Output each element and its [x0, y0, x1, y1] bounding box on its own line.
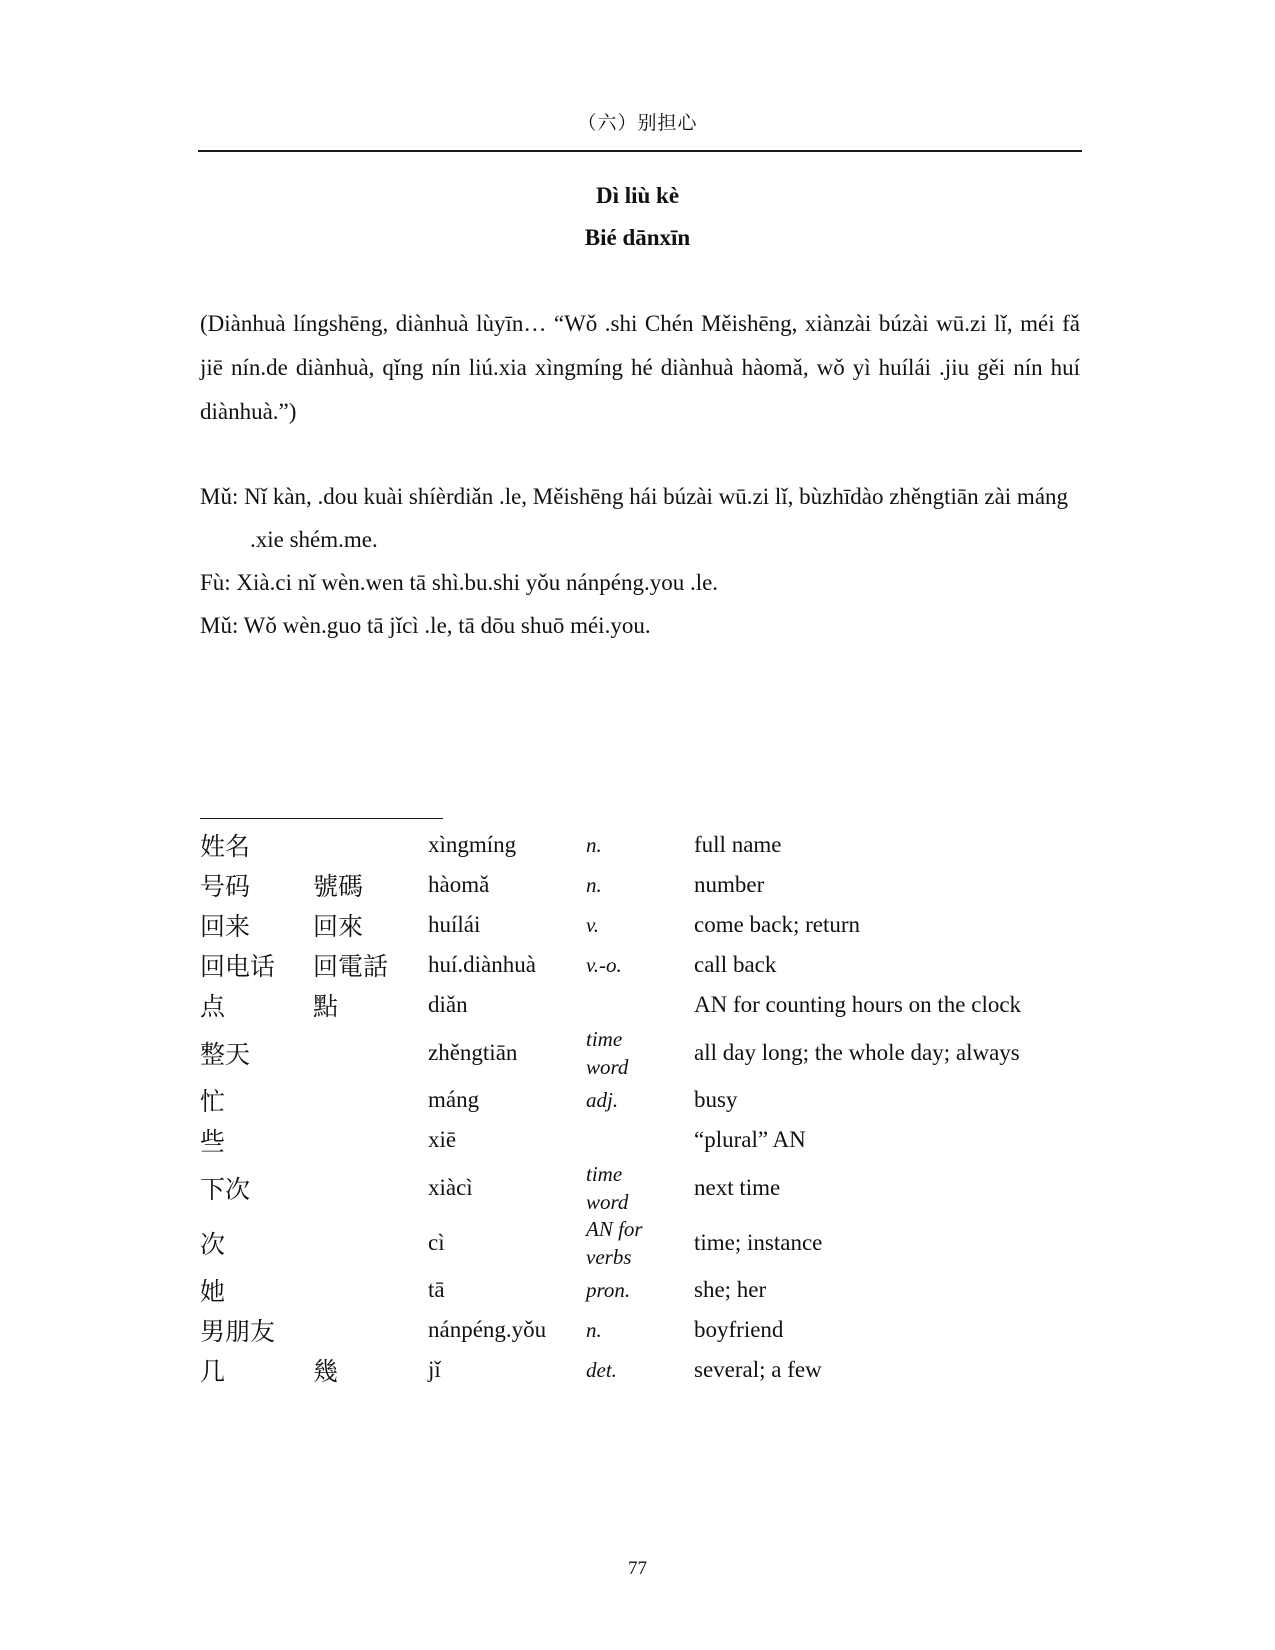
vocab-traditional: 回來 — [313, 914, 364, 941]
vocab-row — [200, 945, 1080, 985]
vocab-pos: AN for verbs — [586, 1216, 643, 1269]
vocabulary-list — [200, 825, 1080, 1390]
vocab-definition: come back; return — [694, 912, 861, 937]
vocab-definition: time; instance — [694, 1229, 823, 1255]
vocab-pinyin: jǐ — [428, 1357, 441, 1382]
header-divider — [198, 150, 1082, 152]
vocab-pinyin: máng — [428, 1087, 480, 1112]
vocab-definition: all day long; the whole day; always — [694, 1039, 1020, 1065]
vocab-simplified: 忙 — [200, 1089, 226, 1116]
vocab-simplified: 男朋友 — [200, 1319, 276, 1346]
vocab-pos: time word — [586, 1161, 629, 1214]
vocab-definition: call back — [694, 952, 777, 977]
vocab-row — [200, 1270, 1080, 1310]
vocab-row — [200, 1160, 1080, 1215]
lesson-title: Bié dānxīn — [584, 225, 691, 250]
vocab-pos: time word — [586, 1026, 629, 1079]
vocab-row — [200, 1080, 1080, 1120]
vocab-simplified: 回来 — [200, 914, 251, 941]
vocab-row — [200, 1120, 1080, 1160]
vocab-simplified: 姓名 — [200, 834, 251, 861]
vocab-row — [200, 825, 1080, 865]
vocab-simplified: 整天 — [200, 1041, 251, 1069]
vocab-pinyin: nánpéng.yǒu — [428, 1317, 547, 1342]
vocab-pinyin: zhěngtiān — [428, 1039, 518, 1065]
vocab-pinyin: xìngmíng — [428, 832, 517, 857]
vocab-traditional: 幾 — [313, 1359, 339, 1386]
vocab-pos: adj. — [586, 1088, 619, 1112]
vocab-simplified: 号码 — [200, 874, 251, 901]
intro-paragraph: (Diànhuà língshēng, diànhuà lùyīn… “Wǒ .shi Chén Měishēng, xiànzài búzài wū.zi lǐ, méi fǎ jiē nín.de diànhuà, qǐng nín liú.xia xìngmíng hé diànhuà hàomǎ, wǒ yì huílái .jiu gěi nín huí diànhuà.”) — [200, 311, 1080, 424]
vocab-definition: number — [694, 872, 765, 897]
vocab-simplified: 点 — [200, 994, 226, 1021]
dialogue-line: Mǔ: Wǒ wèn.guo tā jǐcì .le, tā dōu shuō méi.you. — [200, 613, 651, 638]
page-number: 77 — [628, 1558, 647, 1579]
lesson-number: Dì liù kè — [595, 183, 680, 208]
dialogue-line: Fù: Xià.ci nǐ wèn.wen tā shì.bu.shi yǒu nánpéng.you .le. — [200, 570, 719, 595]
vocab-pinyin: huí.diànhuà — [428, 952, 536, 977]
vocab-definition: boyfriend — [694, 1317, 784, 1342]
dialogue — [200, 475, 1080, 647]
vocab-pinyin: tā — [428, 1277, 445, 1302]
vocab-row — [200, 905, 1080, 945]
vocabulary-divider — [200, 818, 443, 819]
vocab-definition: she; her — [694, 1277, 767, 1302]
vocab-pos: n. — [586, 1318, 602, 1342]
vocab-pos: n. — [586, 833, 602, 857]
vocab-simplified: 几 — [200, 1359, 226, 1386]
vocab-pinyin: huílái — [428, 912, 481, 937]
vocab-definition: busy — [694, 1087, 738, 1112]
vocab-traditional: 號碼 — [313, 874, 364, 901]
vocab-definition: several; a few — [694, 1357, 822, 1382]
dialogue-line: Mǔ: Nǐ kàn, .dou kuài shíèrdiǎn .le, Měishēng hái búzài wū.zi lǐ, bùzhīdào zhěngtiān zài máng .xie shém.me. — [200, 484, 1069, 552]
vocab-simplified: 些 — [200, 1129, 226, 1156]
vocab-traditional: 點 — [313, 994, 339, 1021]
vocab-pos: pron. — [586, 1278, 631, 1302]
vocab-definition: full name — [694, 832, 782, 857]
vocab-pos: v.-o. — [586, 953, 622, 977]
vocab-pinyin: diǎn — [428, 992, 468, 1017]
vocab-row — [200, 985, 1080, 1025]
vocab-pinyin: cì — [428, 1229, 445, 1255]
vocab-simplified: 下次 — [200, 1176, 251, 1204]
running-head: （六）别担心 — [577, 113, 698, 134]
vocab-row — [200, 865, 1080, 905]
vocab-simplified: 她 — [200, 1279, 226, 1306]
vocab-pinyin: hàomǎ — [428, 872, 490, 897]
vocab-simplified: 次 — [200, 1231, 226, 1259]
vocab-pinyin: xiē — [428, 1127, 457, 1152]
vocab-simplified: 回电话 — [200, 954, 276, 981]
vocab-pos: v. — [586, 913, 600, 937]
vocab-traditional: 回電話 — [313, 954, 389, 981]
vocab-row — [200, 1310, 1080, 1350]
vocab-definition: next time — [694, 1174, 781, 1200]
vocab-definition: “plural” AN — [694, 1127, 806, 1152]
vocab-pos: det. — [586, 1358, 617, 1382]
vocab-pos: n. — [586, 873, 602, 897]
vocab-pinyin: xiàcì — [428, 1174, 473, 1200]
vocab-definition: AN for counting hours on the clock — [694, 992, 1022, 1017]
vocab-row — [200, 1025, 1080, 1080]
vocab-row — [200, 1350, 1080, 1390]
vocab-row — [200, 1215, 1080, 1270]
